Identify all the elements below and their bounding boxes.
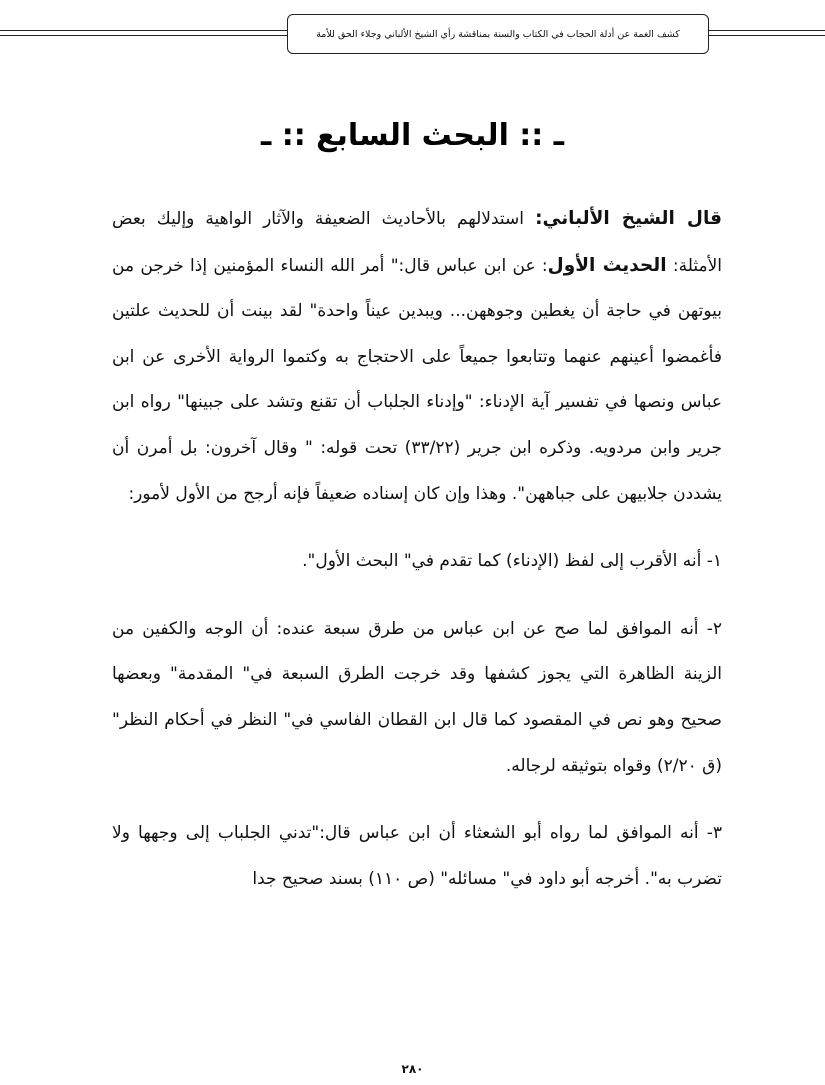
- reason-2: ٢- أنه الموافق لما صح عن ابن عباس من طرق سبعة عنده: أن الوجه والكفين من الزينة الظاهرة التي يجوز كشفها وقد خرجت الطرق السبعة في" المقدمة" وبعضها صحيح وهو نص في المقصود كما قال ابن القطان الفاسي في" النظر في أحكام النظر" (ق ٢/٢٠) وقواه بتوثيقه لرجاله.: [112, 618, 722, 776]
- reason-3: ٣- أنه الموافق لما رواه أبو الشعثاء أن ابن عباس قال:"تدني الجلباب إلى وجهها ولا تضرب به". أخرجه أبو داود في" مسائله" (ص ١١٠) بسند صحيح جدا: [112, 823, 722, 889]
- running-title: كشف الغمة عن أدلة الحجاب في الكتاب والسنة بمناقشة رأي الشيخ الألباني وجلاء الحق للأمة: [316, 28, 680, 40]
- speaker-label: قال الشيخ الألباني:: [535, 208, 723, 229]
- intro-text-1: استدلالهم بالأحاديث الضعيفة والآثار الواهية وإليك بعض الأمثلة:: [112, 209, 722, 276]
- main-text: [112, 196, 722, 902]
- hadith-label: الحديث الأول: [547, 254, 667, 276]
- running-header: [287, 14, 709, 54]
- intro-paragraph: [112, 196, 722, 517]
- reason-1: ١- أنه الأقرب إلى لفظ (الإدناء) كما تقدم في" البحث الأول".: [302, 551, 722, 572]
- page-number: ٢٨٠: [401, 1062, 424, 1076]
- chapter-title: ـ :: البحث السابع :: ـ: [261, 118, 564, 153]
- intro-text-2: : عن ابن عباس قال:" أمر الله النساء المؤمنين إذا خرجن من بيوتهن في حاجة أن يغطين وجوههن... ويبدين عيناً واحدة" لقد بينت أن للحديث علتين فأغمضوا أعينهم عنهما وتتابعوا جميعاً على الاحتجاج به وكتموا الرواية الأخرى عن ابن عباس ونصها في تفسير آية الإدناء: "وإدناء الجلباب أن تقنع وتشد على جبينها" رواه ابن جرير وابن مردويه. وذكره ابن جرير (٣٣/٢٢) تحت قوله: " وقال آخرون: بل أمرن أن يشددن جلابيهن على جباههن". وهذا وإن كان إسناده ضعيفاً فإنه أرجح من الأول لأمور:: [112, 255, 723, 504]
